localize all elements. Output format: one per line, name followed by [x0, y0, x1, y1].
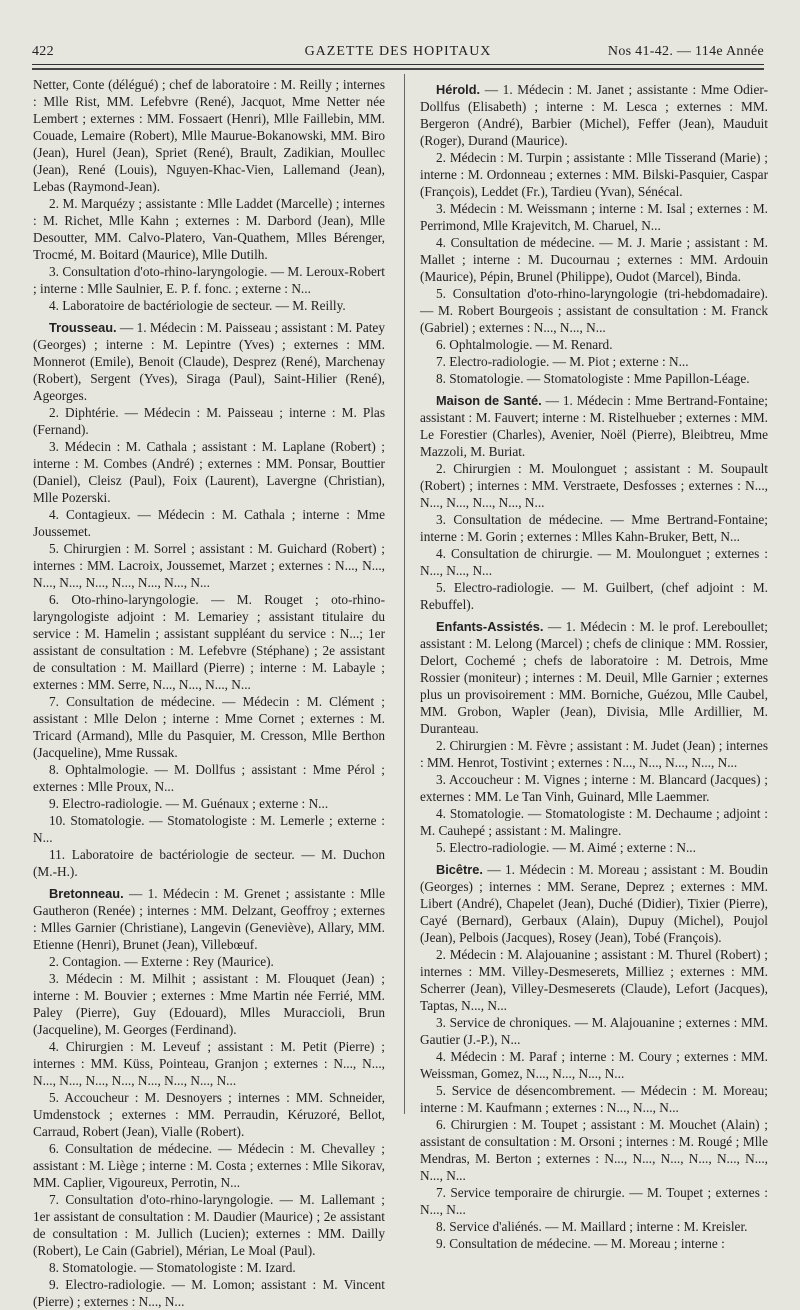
service-paragraph: 3. Consultation d'oto-rhino-laryngologie. — M. Leroux-Robert ; interne : Mlle Saulnier, E. P. f. fonc. ; externe : N... [33, 264, 385, 296]
service-paragraph: 6. Consultation de médecine. — Médecin : M. Chevalley ; assistant : M. Liège ; interne : M. Costa ; externes : Mlle Sikorav, MM. Caplier, Vigoureux, Perrotin, N... [33, 1141, 385, 1190]
service-paragraph: 3. Consultation de médecine. — Mme Bertrand-Fontaine; interne : M. Gorin ; externes : Mlles Kahn-Bruker, Bett, N... [420, 512, 768, 544]
service-paragraph: 6. Chirurgien : M. Toupet ; assistant : M. Mouchet (Alain) ; assistant de consultation : M. Orsoni ; internes : M. Rougé ; Mlle Mendras, M. Berton ; externes : N..., N..., N..., N..., N..., N..., N..., N... [420, 1117, 768, 1183]
service-paragraph: 2. Contagion. — Externe : Rey (Maurice). [49, 954, 274, 969]
service-paragraph: 5. Electro-radiologie. — M. Aimé ; externe : N... [436, 840, 696, 855]
service-paragraph: 5. Consultation d'oto-rhino-laryngologie (tri-hebdomadaire). — M. Robert Bourgeois ; assistant de consultation : M. Franck (Gabriel) ; externes : N..., N..., N... [420, 286, 768, 335]
service-text: — 1. Médecin : M. Moreau ; assistant : M. Boudin (Georges) ; internes : MM. Serane, Deprez ; externes : MM. Libert (André), Chapelet (Jean), Duché (Didier), Tixier (Pierre), Cayé (Bernard), Gerbaux (Alain), Dupuy (Michel), Poujol (Jean), Pelbois (Jacques), Rosey (Jean), Tobé (François). [420, 862, 768, 945]
service-paragraph: 6. Ophtalmologie. — M. Renard. [436, 337, 613, 352]
hospital-name: Maison de Santé. [436, 393, 542, 408]
service-paragraph: 4. Contagieux. — Médecin : M. Cathala ; interne : Mme Joussemet. [33, 507, 385, 539]
hospital-name: Hérold. [436, 82, 481, 97]
service-paragraph: 2. Chirurgien : M. Fèvre ; assistant : M. Judet (Jean) ; internes : MM. Henrot, Tostivint ; externes : N..., N..., N..., N..., N... [420, 738, 768, 770]
service-paragraph: 7. Consultation de médecine. — Médecin : M. Clément ; assistant : Mlle Delon ; interne : Mme Cornet ; externes : M. Tricard (Armand), Mlle du Pasquier, M. Cresson, Mlle Berthon (Jacqueline), Mme Russak. [33, 694, 385, 760]
service-paragraph: 3. Médecin : M. Weissmann ; interne : M. Isal ; externes : M. Perrimond, Mlle Krajevitch, M. Charuel, N... [420, 201, 768, 233]
service-paragraph: 8. Stomatologie. — Stomatologiste : Mme Papillon-Léage. [436, 371, 750, 386]
service-paragraph: 5. Electro-radiologie. — M. Guilbert, (chef adjoint : M. Rebuffel). [420, 580, 768, 612]
hospital-section [420, 392, 768, 460]
column-divider [404, 74, 405, 1114]
service-paragraph: Netter, Conte (délégué) ; chef de laboratoire : M. Reilly ; internes : Mlle Rist, MM. Lefebvre (René), Jacquot, Mme Netter née Lembert ; externes : MM. Fossaert (Henri), Mlle Faillebin, MM. Couade, Lemaire (Robert), Mlle Maurue-Bokanowski, MM. Biro (Jean), Hurel (Jean), Spriet (René), Brault, Zadikian, Moullec (Jean), René (Louis), Nguyen-Khac-Vien, Lallemand (Jean), Lebas (Raymond-Jean). [33, 77, 385, 194]
service-paragraph: 5. Accoucheur : M. Desnoyers ; internes : MM. Schneider, Umdenstock ; externes : MM. Perraudin, Kéruzoré, Bellot, Carraud, Robert (Jean), Vialle (Robert). [33, 1090, 385, 1139]
service-paragraph: 2. Diphtérie. — Médecin : M. Paisseau ; interne : M. Plas (Fernand). [33, 405, 385, 437]
service-paragraph: 2. M. Marquézy ; assistante : Mlle Laddet (Marcelle) ; internes : M. Richet, Mlle Kahn ; externes : M. Darbord (Jean), Mlle Desoutter, MM. Calvo-Platero, Van-Quathem, Mlles Bérenger, Trocmé, M. Boitard (Maurice), Mlle Dutilh. [33, 196, 385, 262]
service-paragraph: 7. Service temporaire de chirurgie. — M. Toupet ; externes : N..., N... [420, 1185, 768, 1217]
service-paragraph: 9. Consultation de médecine. — M. Moreau ; interne : [436, 1236, 725, 1251]
service-paragraph: 7. Consultation d'oto-rhino-laryngologie. — M. Lallemant ; 1er assistant de consultation : M. Daudier (Maurice) ; 2e assistant de consultation : M. Jullich (Lucien); externes : MM. Dailly (Robert), Le Cain (Gabriel), Mérian, Le Moal (Paul). [33, 1192, 385, 1258]
page-number: 422 [32, 44, 54, 59]
service-paragraph: 11. Laboratoire de bactériologie de secteur. — M. Duchon (M.-H.). [33, 847, 385, 879]
service-paragraph: 7. Electro-radiologie. — M. Piot ; externe : N... [436, 354, 689, 369]
hospital-section [33, 885, 385, 953]
service-paragraph: 8. Stomatologie. — Stomatologiste : M. Izard. [49, 1260, 296, 1275]
service-paragraph: 3. Service de chroniques. — M. Alajouanine ; externes : MM. Gautier (J.-P.), N... [420, 1015, 768, 1047]
left-column [33, 76, 385, 1310]
service-paragraph: 4. Stomatologie. — Stomatologiste : M. Dechaume ; adjoint : M. Cauhepé ; assistant : M. Malingre. [420, 806, 768, 838]
service-paragraph: 10. Stomatologie. — Stomatologiste : M. Lemerle ; externe : N... [33, 813, 385, 845]
service-paragraph: 3. Médecin : M. Milhit ; assistant : M. Flouquet (Jean) ; interne : M. Bouvier ; externes : Mme Martin née Ferrié, MM. Paley (Pierre), Guy (Edouard), Mlles Muraccioli, Brun (Jacqueline), M. Georges (Ferdinand). [33, 971, 385, 1037]
header-rule [32, 64, 764, 65]
service-paragraph: 9. Electro-radiologie. — M. Guénaux ; externe : N... [49, 796, 329, 811]
service-text: — 1. Médecin : Mme Bertrand-Fontaine; assistant : M. Fauvert; interne : M. Ristelhueber ; externes : MM. Le Forestier (Charles), Avenier, Noël (Pierre), Bleibtreu, Mme Mazzoli, M. Buriat. [420, 393, 769, 459]
service-paragraph: 9. Electro-radiologie. — M. Lomon; assistant : M. Vincent (Pierre) ; externes : N..., N... [33, 1277, 385, 1309]
journal-title: GAZETTE DES HOPITAUX [304, 44, 492, 59]
service-paragraph: 5. Service de désencombrement. — Médecin : M. Moreau; interne : M. Kaufmann ; externes : N..., N..., N... [420, 1083, 768, 1115]
service-text: — 1. Médecin : M. Janet ; assistante : Mme Odier-Dollfus (Elisabeth) ; interne : M. Lesca ; externes : MM. Bergeron (André), Barbier (Michel), Feffer (Jean), Mauduit (Roger), Durand (Maurice). [420, 82, 768, 148]
page-header [32, 44, 764, 66]
service-paragraph: 4. Consultation de médecine. — M. J. Marie ; assistant : M. Mallet ; interne : M. Ducournau ; externes : MM. Ardouin (Maurice), Pépin, Brunel (Philippe), Oudot (Marcel), Binda. [420, 235, 768, 284]
hospital-section [420, 861, 768, 946]
service-text: — 1. Médecin : M. Grenet ; assistante : Mlle Gautheron (Renée) ; internes : MM. Delzant, Geoffroy ; externes : Mlles Garnier (Christiane), Langevin (Geneviève), Allary, MM. Etienne (Henri), Brunet (Jean), Villebœuf. [33, 886, 385, 952]
service-paragraph: 4. Laboratoire de bactériologie de secteur. — M. Reilly. [49, 298, 346, 313]
service-text: — 1. Médecin : M. le prof. Lereboullet; assistant : M. Lelong (Marcel) ; chefs de clinique : MM. Rossier, Delort, Cochemé ; chefs de laboratoire : M. Detrois, Mme Rossier (moniteur) ; internes : M. Deuil, Mlle Garnier ; externes plus un provisoirement : MM. Borniche, Guézou, Mlle Caubel, MM. Grobon, Wapler (Jean), Divisia, Mlle Ardillier, M. Duranteau. [420, 619, 768, 736]
service-paragraph: 5. Chirurgien : M. Sorrel ; assistant : M. Guichard (Robert) ; internes : MM. Lacroix, Joussemet, Marzet ; externes : N..., N..., N..., N..., N..., N..., N..., N..., N... [33, 541, 385, 590]
service-paragraph: 2. Médecin : M. Turpin ; assistante : Mlle Tisserand (Marie) ; interne : M. Ordonneau ; externes : MM. Bilski-Pasquier, Caspar (François), Leddet (Fr.), Tardieu (Yvan), Sénécal. [420, 150, 768, 199]
hospital-section [420, 81, 768, 149]
service-paragraph: 2. Médecin : M. Alajouanine ; assistant : M. Thurel (Robert) ; internes : MM. Villey-Desmeserets, Milliez ; externes : MM. Scherrer (Jean), Villey-Desmeserets (Claude), Lefort (Jacques), Taptas, N..., N... [420, 947, 768, 1013]
header-rule-thick [32, 68, 764, 70]
service-paragraph: 3. Accoucheur : M. Vignes ; interne : M. Blancard (Jacques) ; externes : MM. Le Tan Vinh, Guinard, Mlle Laemmer. [420, 772, 768, 804]
hospital-name: Bicêtre. [436, 862, 483, 877]
service-paragraph: 4. Chirurgien : M. Leveuf ; assistant : M. Petit (Pierre) ; internes : MM. Küss, Pointeau, Granjon ; externes : N..., N..., N..., N..., N..., N..., N..., N..., N..., N... [33, 1039, 385, 1088]
hospital-section [33, 319, 385, 404]
service-paragraph: 6. Oto-rhino-laryngologie. — M. Rouget ; oto-rhino-laryngologiste adjoint : M. Lemariey ; assistant titulaire du service : M. Hamelin ; assistant suppléant du service : N...; 1er assistant de consultation : M. Lefebvre (Stéphane) ; 2e assistant de consultation : M. Maillard (Pierre) ; interne : M. Labayle ; externes : MM. Serre, N..., N..., N..., N... [33, 592, 385, 692]
issue-info: Nos 41-42. — 114e Année [607, 44, 764, 59]
hospital-name: Bretonneau. [49, 886, 124, 901]
hospital-section [420, 618, 768, 737]
service-paragraph: 4. Consultation de chirurgie. — M. Moulonguet ; externes : N..., N..., N... [420, 546, 768, 578]
service-paragraph: 8. Ophtalmologie. — M. Dollfus ; assistant : Mme Pérol ; externes : Mlle Proux, N... [33, 762, 385, 794]
hospital-name: Enfants-Assistés. [436, 619, 544, 634]
right-column [420, 76, 768, 1252]
service-paragraph: 2. Chirurgien : M. Moulonguet ; assistant : M. Soupault (Robert) ; internes : MM. Verstraete, Desfosses ; externes : N..., N..., N..., N..., N..., N... [420, 461, 768, 510]
service-paragraph: 3. Médecin : M. Cathala ; assistant : M. Laplane (Robert) ; interne : M. Combes (André) ; externes : MM. Ponsar, Bouttier (Daniel), Cleisz (Paul), Foix (Laurent), Lavergne (Christian), Mlle Pozerski. [33, 439, 385, 505]
service-paragraph: 4. Médecin : M. Paraf ; interne : M. Coury ; externes : MM. Weissman, Gomez, N..., N..., N..., N... [420, 1049, 768, 1081]
service-text: — 1. Médecin : M. Paisseau ; assistant : M. Patey (Georges) ; interne : M. Lepintre (Yves) ; externes : MM. Monnerot (Emile), Benoit (Claude), Desprez (René), Marchenay (Robert), Sergent (Yves), Siraga (Paul), Saint-Hilier (René), Ageorges. [33, 320, 385, 403]
service-paragraph: 8. Service d'aliénés. — M. Maillard ; interne : M. Kreisler. [436, 1219, 748, 1234]
hospital-name: Trousseau. [49, 320, 117, 335]
